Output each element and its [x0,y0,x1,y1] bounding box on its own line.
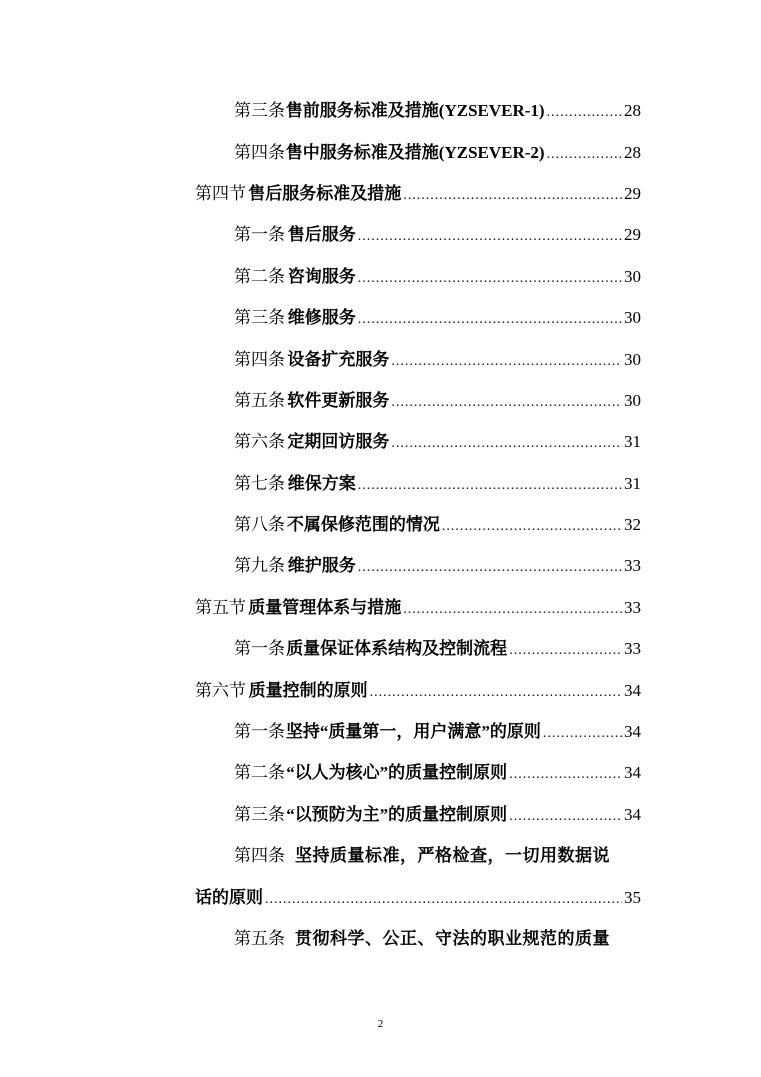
toc-entry[interactable] [0,129,761,170]
toc-entry[interactable] [0,378,761,419]
toc-entry-page: 30 [624,390,641,410]
table-of-contents [0,88,761,957]
toc-entry-wrapped[interactable] [0,916,761,957]
toc-entry[interactable] [0,750,761,791]
toc-entry[interactable] [0,792,761,833]
toc-entry[interactable] [0,461,761,502]
dot-leader [547,105,622,121]
toc-entry-title: “以预防为主”的质量控制原则 [286,804,508,824]
toc-entry[interactable] [0,88,761,129]
toc-entry-title: 售前服务标准及措施(YZSEVER-1) [285,101,545,121]
toc-entry-title: 维修服务 [287,308,356,328]
dot-leader [547,147,622,163]
toc-entry-number: 第六节 [195,680,246,700]
toc-entry-number: 第四条 [234,142,285,162]
toc-entry-page: 29 [624,225,641,245]
toc-entry-title: 定期回访服务 [287,432,390,452]
dot-leader [391,395,622,411]
toc-entry-page: 34 [624,763,641,783]
toc-entry-number: 第五节 [195,597,246,617]
toc-entry-page: 33 [624,639,641,659]
toc-entry-page: 33 [624,597,641,617]
dot-leader [358,312,622,328]
dot-leader [391,354,622,370]
dot-leader [509,767,622,783]
dot-leader [358,560,622,576]
toc-entry-title-continued: 话的原则 [195,887,263,907]
toc-entry-page: 30 [624,266,641,286]
toc-entry-page: 28 [624,142,641,162]
dot-leader [358,229,622,245]
toc-entry-title: 贯彻科学、公正、守法的职业规范的质量 [295,929,610,948]
toc-entry[interactable] [0,709,761,750]
page-number: 2 [377,1018,384,1030]
toc-entry-number: 第一条 [234,639,285,659]
toc-entry-continuation[interactable] [0,874,761,915]
toc-entry-page: 28 [624,101,641,121]
toc-entry-number: 第二条 [234,266,285,286]
toc-entry-number: 第四条 [234,846,285,866]
dot-leader [509,643,622,659]
toc-section-entry[interactable] [0,667,761,708]
toc-entry-title: 售后服务标准及措施 [248,183,402,203]
toc-entry-title: 坚持“质量第一，用户满意”的原则 [285,722,541,742]
toc-section-entry[interactable] [0,585,761,626]
toc-entry-number: 第二条 [234,763,285,783]
toc-entry-number: 第八条 [234,515,285,535]
toc-entry[interactable] [0,295,761,336]
toc-entry[interactable] [0,212,761,253]
toc-entry-page: 34 [624,804,641,824]
toc-entry[interactable] [0,626,761,667]
toc-entry[interactable] [0,336,761,377]
toc-entry-page: 30 [624,308,641,328]
toc-entry-page: 31 [624,432,641,452]
toc-entry-number: 第五条 [234,929,285,948]
toc-entry-number: 第三条 [234,101,285,121]
toc-entry-title: 质量管理体系与措施 [248,597,402,617]
dot-leader [543,726,622,742]
dot-leader [358,271,622,287]
dot-leader [442,519,622,535]
toc-entry-page: 31 [624,473,641,493]
toc-entry-number: 第一条 [234,722,285,742]
dot-leader [358,478,622,494]
toc-entry[interactable] [0,254,761,295]
toc-entry-page: 32 [624,515,641,535]
toc-entry-page: 35 [624,887,641,907]
toc-entry-page: 34 [624,722,641,742]
toc-entry-title: 售中服务标准及措施(YZSEVER-2) [285,142,545,162]
dot-leader [265,892,622,908]
toc-entry[interactable] [0,419,761,460]
toc-entry-title: 设备扩充服务 [287,349,390,369]
toc-entry-number: 第四条 [234,349,285,369]
dot-leader [391,436,622,452]
dot-leader [403,188,622,204]
toc-entry-title: 质量控制的原则 [248,680,368,700]
toc-entry-page: 29 [624,183,641,203]
toc-section-entry[interactable] [0,171,761,212]
toc-entry-number: 第五条 [234,390,285,410]
toc-entry-title: “以人为核心”的质量控制原则 [286,763,508,783]
dot-leader [370,685,622,701]
toc-entry[interactable] [0,543,761,584]
toc-entry-number: 第一条 [234,225,285,245]
toc-entry-page: 33 [624,556,641,576]
toc-entry-title: 软件更新服务 [287,390,390,410]
toc-entry-title: 不属保修范围的情况 [286,515,440,535]
toc-entry[interactable] [0,502,761,543]
toc-entry-page: 30 [624,349,641,369]
toc-entry-number: 第三条 [234,804,285,824]
toc-entry-number: 第四节 [195,183,246,203]
toc-entry-number: 第七条 [234,473,285,493]
toc-entry-number: 第九条 [234,556,285,576]
toc-entry-title: 质量保证体系结构及控制流程 [286,639,508,659]
dot-leader [403,602,622,618]
toc-entry-number: 第六条 [234,432,285,452]
dot-leader [509,809,622,825]
toc-entry-title: 售后服务 [287,225,356,245]
toc-entry-title: 坚持质量标准，严格检查，一切用数据说 [295,846,610,866]
toc-entry-title: 咨询服务 [287,266,356,286]
toc-entry-number: 第三条 [234,308,285,328]
toc-entry-page: 34 [624,680,641,700]
toc-entry-wrapped[interactable] [0,833,761,874]
toc-entry-title: 维护服务 [287,556,356,576]
toc-entry-title: 维保方案 [287,473,356,493]
